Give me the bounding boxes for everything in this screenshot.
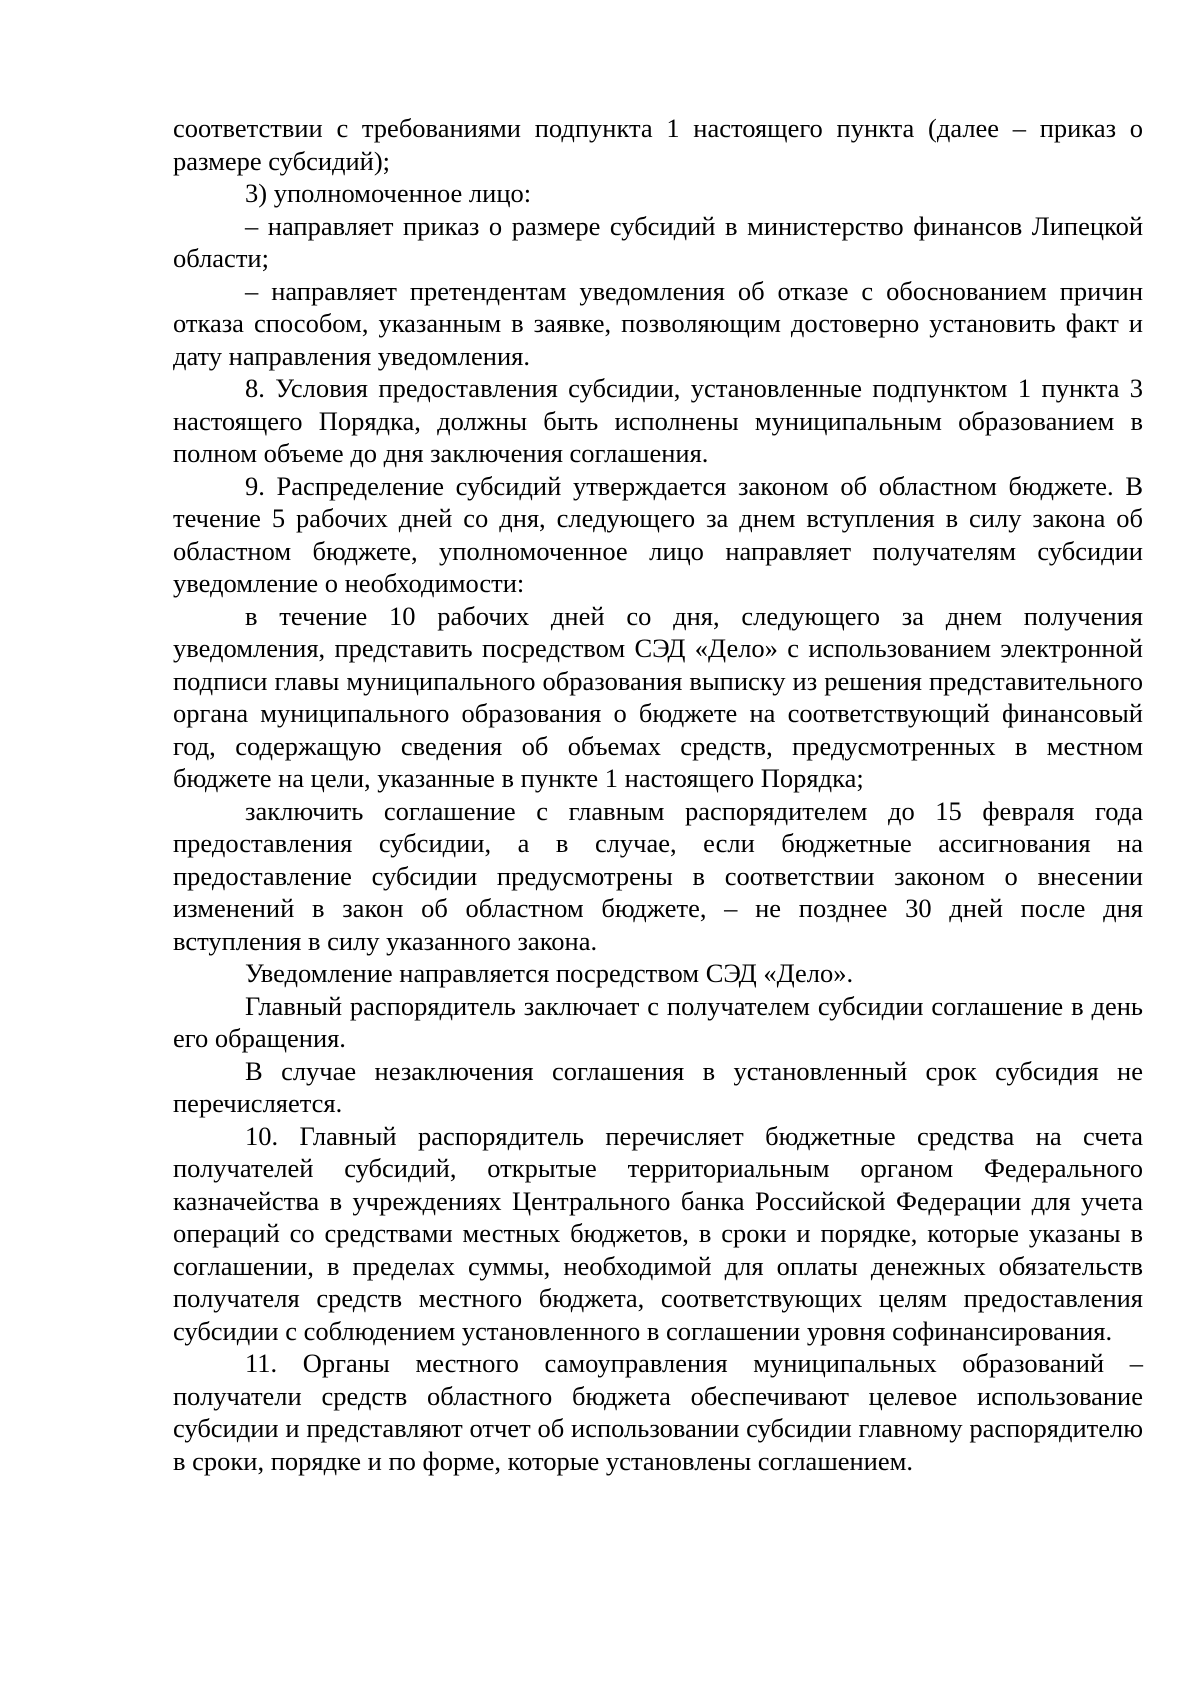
paragraph-item-3: 3) уполномоченное лицо: xyxy=(245,178,532,208)
paragraph-dash-1: – направляет приказ о размере субсидий в министерство финансов Липецкой области; xyxy=(173,210,1143,273)
paragraph-non-transfer: В случае незаключения соглашения в установленный срок субсидия не перечисляется. xyxy=(173,1055,1143,1118)
paragraph-clause-8: 8. Условия предоставления субсидии, установленные подпунктом 1 пункта 3 настоящего Порядка, должны быть исполнены муниципальным образованием в полном объеме до дня заключения соглашения. xyxy=(173,373,1143,468)
paragraph-agreement: Главный распорядитель заключает с получателем субсидии соглашение в день его обращения. xyxy=(173,990,1143,1053)
document-page xyxy=(173,112,1143,1477)
paragraph-notice: Уведомление направляется посредством СЭД «Дело». xyxy=(245,958,854,988)
paragraph-clause-10: 10. Главный распорядитель перечисляет бюджетные средства на счета получателей субсидий, открытые территориальным органом Федерального казначейства в учреждениях Центрального банка Российской Федерации для учета операций со средствами местных бюджетов, в сроки и порядке, которые указаны в соглашении, в пределах суммы, необходимой для оплаты денежных обязательств получателя средств местного бюджета, соответствующих целям предоставления субсидии с соблюдением установленного в соглашении уровня софинансирования. xyxy=(173,1120,1143,1346)
paragraph-dash-2: – направляет претендентам уведомления об отказе с обоснованием причин отказа способом, указанным в заявке, позволяющим достоверно установить факт и дату направления уведомления. xyxy=(173,275,1143,371)
paragraph-clause-11: 11. Органы местного самоуправления муниципальных образований – получатели средств областного бюджета обеспечивают целевое использование субсидии и представляют отчет об использовании субсидии главному распорядителю в сроки, порядке и по форме, которые установлены соглашением. xyxy=(173,1348,1143,1476)
paragraph-clause-9-sub-1: в течение 10 рабочих дней со дня, следующего за днем получения уведомления, представить посредством СЭД «Дело» с использованием электронной подписи главы муниципального образования выписку из решения представительного органа муниципального образования о бюджете на соответствующий финансовый год, содержащую сведения об объемах средств, предусмотренных в местном бюджете на цели, указанные в пункте 1 настоящего Порядка; xyxy=(173,600,1143,793)
paragraph-continuation: соответствии с требованиями подпункта 1 настоящего пункта (далее – приказ о размере субсидий); xyxy=(173,113,1143,176)
paragraph-clause-9: 9. Распределение субсидий утверждается законом об областном бюджете. В течение 5 рабочих дней со дня, следующего за днем вступления в силу закона об областном бюджете, уполномоченное лицо направляет получателям субсидии уведомление о необходимости: xyxy=(173,470,1143,598)
paragraph-clause-9-sub-2: заключить соглашение с главным распорядителем до 15 февраля года предоставления субсидии, а в случае, если бюджетные ассигнования на предоставление субсидии предусмотрены в соответствии законом о внесении изменений в закон об областном бюджете, – не позднее 30 дней после дня вступления в силу указанного закона. xyxy=(173,795,1143,956)
